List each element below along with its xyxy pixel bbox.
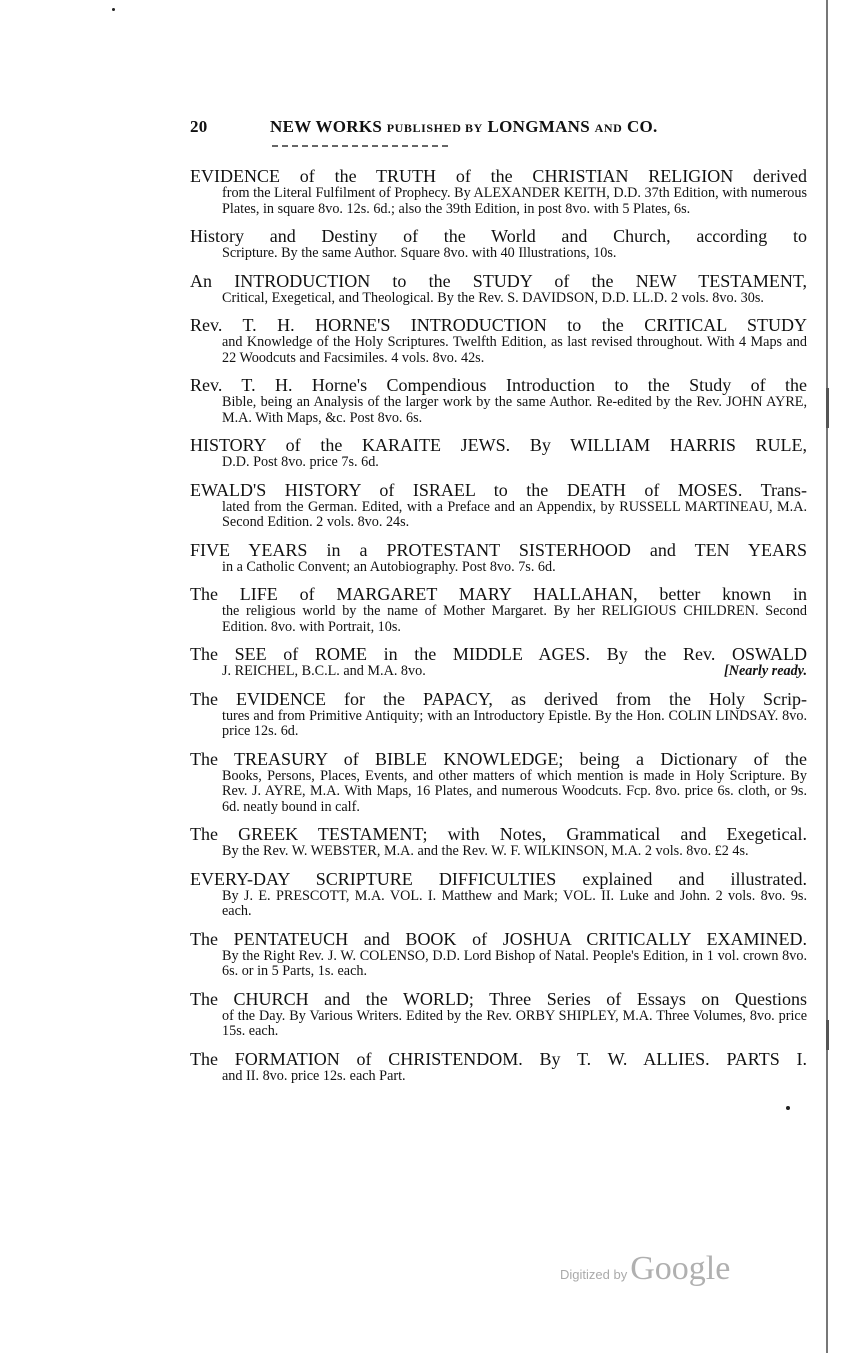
entry-description: in a Catholic Convent; an Autobiography. Post 8vo. 7s. 6d.: [222, 558, 556, 575]
entry-heading: Rev. T. H. HORNE'S INTRODUCTION to the CRITICAL STUDY: [190, 315, 807, 335]
entry-description: Scripture. By the same Author. Square 8vo. with 40 Illustrations, 10s.: [222, 245, 617, 261]
entry-heading: An INTRODUCTION to the STUDY of the NEW TESTAMENT,: [190, 270, 807, 291]
entry-heading: The CHURCH and the WORLD; Three Series of Essays on Questions: [190, 988, 807, 1009]
entry-heading: The FORMATION of CHRISTENDOM. By T. W. ALLIES. PARTS I.: [190, 1048, 807, 1069]
entry-heading: The LIFE of MARGARET MARY HALLAHAN, better known in: [190, 584, 807, 604]
book-entry: [190, 540, 807, 576]
entry-heading: HISTORY of the KARAITE JEWS. By WILLIAM HARRIS RULE,: [190, 435, 807, 455]
entry-description: and II. 8vo. price 12s. each Part.: [222, 1067, 406, 1084]
digitized-watermark: [560, 1250, 730, 1288]
entry-heading: EVIDENCE of the TRUTH of the CHRISTIAN RELIGION derived: [190, 166, 807, 186]
ink-speck: [786, 1106, 790, 1110]
entry-description: the religious world by the name of Mother Margaret. By her RELIGIOUS CHILDREN. Second Edition. 8vo. with Portrait, 10s.: [222, 603, 807, 635]
entry-heading: EVERY-DAY SCRIPTURE DIFFICULTIES explained and illustrated.: [190, 868, 807, 889]
entry-description: and Knowledge of the Holy Scriptures. Twelfth Edition, as last revised throughout. With 4 Maps and 22 Woodcuts and Facsimiles. 4 vols. 8vo. 42s.: [222, 334, 807, 366]
entry-description: By the Rev. W. WEBSTER, M.A. and the Rev. W. F. WILKINSON, M.A. 2 vols. 8vo. £2 4s.: [222, 843, 749, 859]
entry-description: [190, 664, 807, 680]
entry-note: [Nearly ready.: [724, 663, 807, 679]
entry-description: Critical, Exegetical, and Theological. By the Rev. S. DAVIDSON, D.D. LL.D. 2 vols. 8vo. 30s.: [222, 289, 764, 306]
book-entry: [190, 869, 807, 920]
book-entry: [190, 375, 807, 426]
header-and: AND: [594, 121, 623, 135]
entry-description: Bible, being an Analysis of the larger work by the same Author. Re-edited by the Rev. JOHN AYRE, M.A. With Maps, &c. Post 8vo. 6s.: [222, 394, 807, 426]
book-entry: [190, 226, 807, 262]
book-entry: [190, 824, 807, 860]
header-co: CO.: [626, 117, 658, 136]
book-entry: [190, 989, 807, 1040]
ink-speck: [112, 8, 115, 11]
entry-description: of the Day. By Various Writers. Edited by the Rev. ORBY SHIPLEY, M.A. Three Volumes, 8vo. price 15s. each.: [222, 1007, 807, 1039]
entry-description: lated from the German. Edited, with a Preface and an Appendix, by RUSSELL MARTINEAU, M.A. Second Edition. 2 vols. 8vo. 24s.: [222, 498, 807, 530]
entry-description: tures and from Primitive Antiquity; with an Introductory Epistle. By the Hon. COLIN LINDSAY. 8vo. price 12s. 6d.: [222, 707, 807, 739]
page-number: 20: [190, 117, 208, 136]
book-entry: [190, 584, 807, 635]
entry-heading: FIVE YEARS in a PROTESTANT SISTERHOOD and TEN YEARS: [190, 539, 807, 560]
book-entry: [190, 689, 807, 740]
page-header: [190, 117, 710, 137]
book-entry: [190, 644, 807, 680]
book-entry: [190, 480, 807, 531]
book-entry: [190, 1049, 807, 1085]
book-entry: [190, 929, 807, 980]
entry-description: By the Right Rev. J. W. COLENSO, D.D. Lord Bishop of Natal. People's Edition, in 1 vol. crown 8vo. 6s. or in 5 Parts, 1s. each.: [222, 947, 807, 979]
header-title-new-works: NEW WORKS: [270, 117, 383, 136]
entry-heading: The GREEK TESTAMENT; with Notes, Grammatical and Exegetical.: [190, 824, 807, 844]
entry-description: Books, Persons, Places, Events, and other matters of which mention is made in Holy Scripture. By Rev. J. AYRE, M.A. With Maps, 16 Plates, and numerous Woodcuts. Fcp. 8vo. price 6s. cloth, or 9s. 6d. neatly bound in calf.: [222, 767, 807, 815]
entry-description: By J. E. PRESCOTT, M.A. VOL. I. Matthew and Mark; VOL. II. Luke and John. 2 vols. 8vo. 9s. each.: [222, 887, 807, 919]
book-entry: [190, 166, 807, 217]
book-entry: [190, 315, 807, 366]
entry-heading: The PENTATEUCH and BOOK of JOSHUA CRITICALLY EXAMINED.: [190, 928, 807, 949]
entry-heading: EWALD'S HISTORY of ISRAEL to the DEATH of MOSES. Trans-: [190, 479, 807, 500]
entry-heading: History and Destiny of the World and Church, according to: [190, 226, 807, 246]
watermark-prefix: Digitized by: [560, 1267, 628, 1282]
entry-description-text: J. REICHEL, B.C.L. and M.A. 8vo.: [222, 663, 426, 679]
book-entry: [190, 435, 807, 471]
page-edge-mark: [826, 1020, 829, 1050]
book-entry: [190, 271, 807, 307]
entry-heading: The SEE of ROME in the MIDDLE AGES. By the Rev. OSWALD: [190, 644, 807, 664]
book-list: [190, 166, 807, 1093]
book-entry: [190, 749, 807, 816]
entry-heading: The TREASURY of BIBLE KNOWLEDGE; being a Dictionary of the: [190, 748, 807, 769]
entry-description: from the Literal Fulfilment of Prophecy. By ALEXANDER KEITH, D.D. 37th Edition, with numerous Plates, in square 8vo. 12s. 6d.; also the 39th Edition, in post 8vo. with 5 Plates, 6s.: [222, 185, 807, 217]
entry-heading: Rev. T. H. Horne's Compendious Introduction to the Study of the: [190, 375, 807, 395]
header-publisher: LONGMANS: [487, 117, 591, 136]
entry-description: D.D. Post 8vo. price 7s. 6d.: [222, 454, 379, 470]
header-divider: [272, 145, 448, 147]
entry-heading: The EVIDENCE for the PAPACY, as derived from the Holy Scrip-: [190, 688, 807, 709]
google-logo: Google: [630, 1250, 731, 1287]
page-edge-mark: [826, 388, 829, 428]
header-published-by: PUBLISHED BY: [386, 121, 483, 135]
page-edge-line: [826, 0, 828, 1353]
